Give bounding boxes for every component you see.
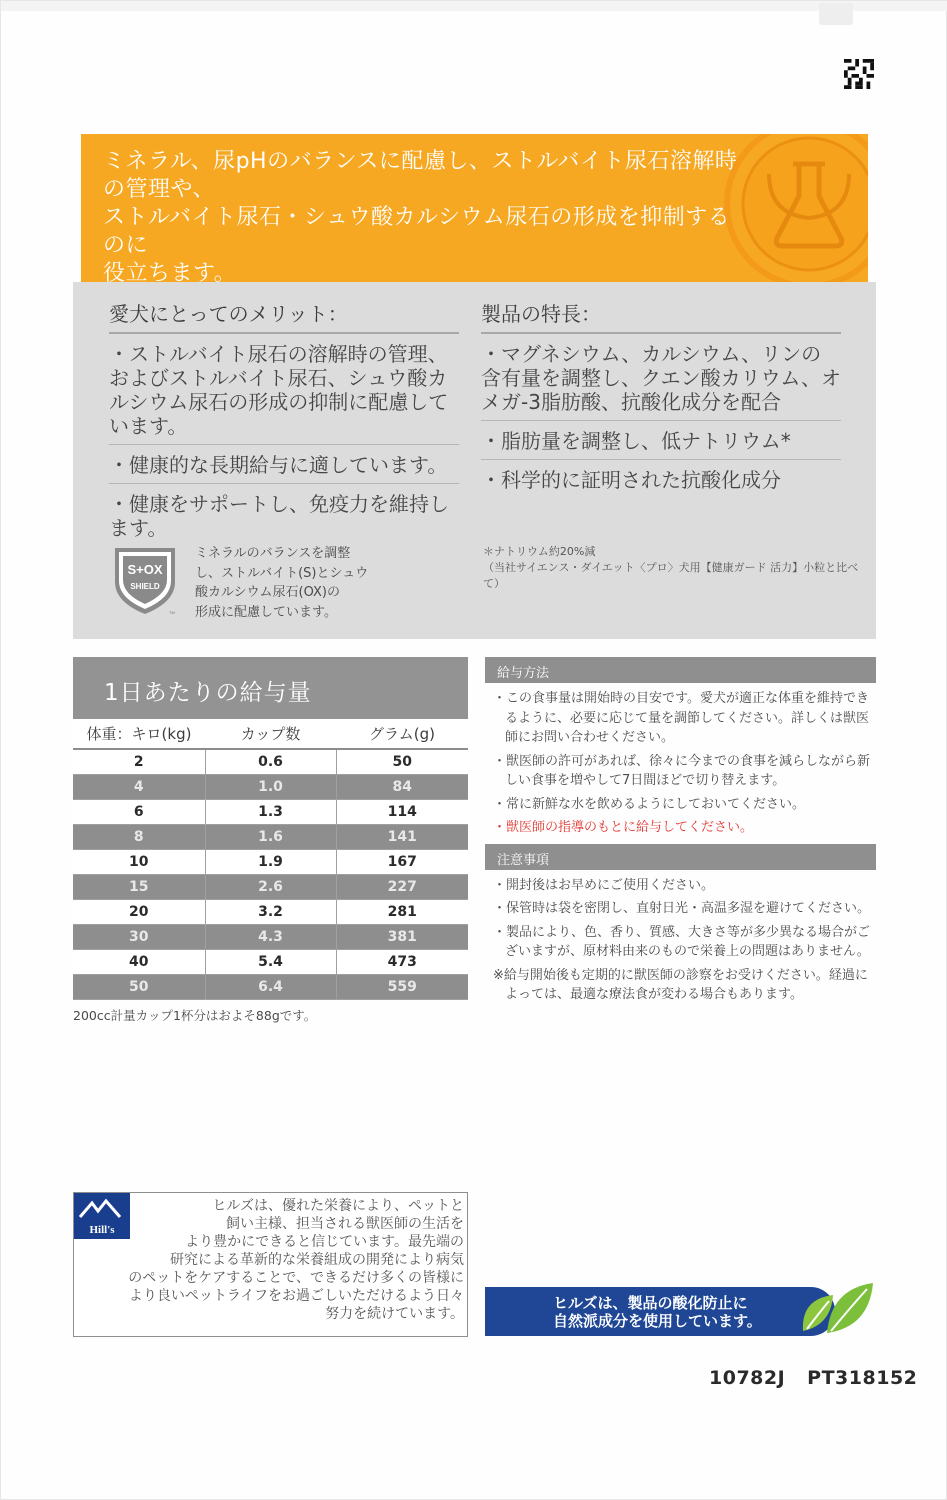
banner-line: 役立ちます。 [103, 261, 237, 282]
cell-grams: 141 [336, 824, 468, 849]
table-row [73, 799, 468, 824]
banner-line: ミネラル、尿pHのバランスに配慮し、ストルバイト尿石溶解時の管理や、 [103, 149, 738, 202]
leaf-icon [797, 1281, 877, 1341]
features-heading: 製品の特長： [481, 298, 841, 334]
table-row [73, 824, 468, 849]
cell-weight: 15 [73, 874, 205, 899]
cell-weight: 2 [73, 749, 205, 774]
cell-weight: 40 [73, 949, 205, 974]
footnote-line: ＊ナトリウム約20%減 [483, 545, 596, 558]
hills-logo-text: Hill's [89, 1224, 115, 1236]
column-header-cups: カップ数 [205, 719, 336, 749]
instructions-panel [485, 657, 876, 1011]
shield-description [195, 544, 395, 622]
table-row [73, 949, 468, 974]
hills-mission-text [88, 1197, 464, 1323]
method-list [485, 683, 876, 844]
shield-line: 酸カルシウム尿石(OX)の [195, 585, 340, 600]
shield-icon [109, 544, 181, 616]
shield-line: ミネラルのバランスを調整 [195, 546, 351, 561]
feature-item: ・マグネシウム、カルシウム、リンの含有量を調整し、クエン酸カリウム、オメガ-3脂肪酸、抗酸化成分を配合 [481, 334, 841, 421]
method-item: ・獣医師の許可があれば、徐々に今までの食事を減らしながら新しい食事を増やして7日間ほどで切り替えます。 [493, 753, 871, 788]
column-header-grams: グラム(g) [336, 719, 468, 749]
orange-banner [81, 134, 868, 282]
benefits-column [109, 298, 459, 546]
lot-code: PT318152 [807, 1367, 918, 1389]
method-heading: 給与方法 [485, 657, 876, 683]
natural-line: ヒルズは、製品の酸化防止に [553, 1294, 748, 1312]
benefits-heading: 愛犬にとってのメリット： [109, 298, 459, 334]
shield-badge-bottom: SHIELD [130, 582, 160, 591]
caution-list [485, 870, 876, 1011]
product-code: 10782J [709, 1367, 786, 1389]
cell-cups: 1.3 [205, 799, 336, 824]
caution-item: ・保管時は袋を密閉し、直射日光・高温多湿を避けてください。 [493, 901, 871, 916]
cell-weight: 10 [73, 849, 205, 874]
hills-line: 飼い主様、担当される獣医師の生活を [226, 1216, 464, 1232]
shield-line: し、ストルバイト(S)とシュウ [195, 565, 369, 581]
cell-cups: 3.2 [205, 899, 336, 924]
method-item: ・この食事量は開始時の目安です。愛犬が適正な体重を維持できるように、必要に応じて量を調節してください。詳しくは獣医師にお問い合わせください。 [493, 691, 870, 745]
shield-badge-top: S+OX [127, 562, 163, 577]
cell-weight: 6 [73, 799, 205, 824]
cell-weight: 20 [73, 899, 205, 924]
caution-heading: 注意事項 [485, 844, 876, 870]
hills-line: 努力を続けています。 [325, 1306, 464, 1322]
benefit-item: ・健康的な長期給与に適しています。 [109, 445, 459, 484]
features-panel [73, 282, 876, 639]
cell-weight: 8 [73, 824, 205, 849]
benefit-item: ・健康をサポートし、免疫力を維持します。 [109, 492, 449, 540]
benefit-item: ・ストルバイト尿石の溶解時の管理、およびストルバイト尿石、シュウ酸カルシウム尿石の形成の抑制に配慮しています。 [109, 334, 459, 445]
cell-grams: 227 [336, 874, 468, 899]
cell-cups: 1.9 [205, 849, 336, 874]
product-codes [709, 1367, 939, 1389]
cell-grams: 114 [336, 799, 468, 824]
method-warning: ・獣医師の指導のもとに給与してください。 [493, 820, 754, 835]
cell-cups: 5.4 [205, 949, 336, 974]
cell-cups: 1.6 [205, 824, 336, 849]
top-tab [819, 3, 853, 25]
table-row [73, 874, 468, 899]
footnote-line: （当社サイエンス・ダイエット〈プロ〉犬用【健康ガード 活力】小粒と比べて） [483, 561, 859, 590]
sodium-footnote [483, 544, 863, 592]
natural-banner-text [553, 1294, 762, 1330]
cell-cups: 0.6 [205, 749, 336, 774]
table-row [73, 974, 468, 999]
cell-cups: 6.4 [205, 974, 336, 999]
table-row [73, 849, 468, 874]
caution-item: ・開封後はお早めにご使用ください。 [493, 877, 715, 893]
feeding-table [73, 719, 468, 1000]
natural-preservatives-banner [485, 1287, 835, 1336]
qr-code-icon [843, 59, 875, 89]
banner-text [103, 148, 743, 282]
hills-mission-box [73, 1192, 468, 1337]
cell-weight: 50 [73, 974, 205, 999]
cell-grams: 281 [336, 899, 468, 924]
feeding-guide [73, 657, 468, 1024]
table-row [73, 749, 468, 774]
cell-grams: 167 [336, 849, 468, 874]
cup-note: 200cc計量カップ1杯分はおよそ88gです。 [73, 1007, 317, 1023]
features-column [481, 298, 841, 498]
cell-cups: 2.6 [205, 874, 336, 899]
hills-line: のペットをケアすることで、できるだけ多くの皆様に [128, 1270, 464, 1286]
cell-grams: 473 [336, 949, 468, 974]
hills-line: ヒルズは、優れた栄養により、ペットと [212, 1198, 464, 1214]
banner-line: ストルバイト尿石・シュウ酸カルシウム尿石の形成を抑制するのに [103, 205, 731, 258]
column-header-weight: 体重：キロ(kg) [73, 719, 205, 749]
cell-cups: 1.0 [205, 774, 336, 799]
table-row [73, 924, 468, 949]
hills-line: 研究による革新的な栄養組成の開発により病気 [170, 1252, 464, 1268]
flask-stethoscope-icon [719, 134, 868, 282]
feeding-title: 1日あたりの給与量 [73, 657, 468, 719]
caution-item: ・製品により、色、香り、質感、大きさ等が多少異なる場合がございますが、原材料由来のもので栄養上の問題はありません。 [493, 924, 871, 959]
cell-grams: 559 [336, 974, 468, 999]
table-row [73, 774, 468, 799]
cell-cups: 4.3 [205, 924, 336, 949]
cell-weight: 4 [73, 774, 205, 799]
method-item: ・常に新鮮な水を飲めるようにしておいてください。 [493, 796, 806, 812]
cell-grams: 50 [336, 749, 468, 774]
natural-line: 自然派成分を使用しています。 [553, 1312, 762, 1330]
cell-grams: 381 [336, 924, 468, 949]
hills-line: より豊かにできると信じています。最先端の [185, 1234, 464, 1250]
shield-row [109, 544, 469, 624]
table-row [73, 899, 468, 924]
hills-line: より良いペットライフをお過ごしいただけるよう日々 [128, 1288, 464, 1304]
top-seal [1, 1, 947, 11]
caution-item: ※給与開始後も定期的に獣医師の診察をお受けください。経過によっては、最適な療法食が変わる場合もあります。 [493, 967, 868, 1002]
feature-item: ・科学的に証明された抗酸化成分 [481, 468, 781, 492]
shield-line: 形成に配慮しています。 [195, 604, 337, 620]
feature-item: ・脂肪量を調整し、低ナトリウム* [481, 421, 841, 460]
shield-tm: TM [169, 610, 175, 615]
cell-grams: 84 [336, 774, 468, 799]
cell-weight: 30 [73, 924, 205, 949]
